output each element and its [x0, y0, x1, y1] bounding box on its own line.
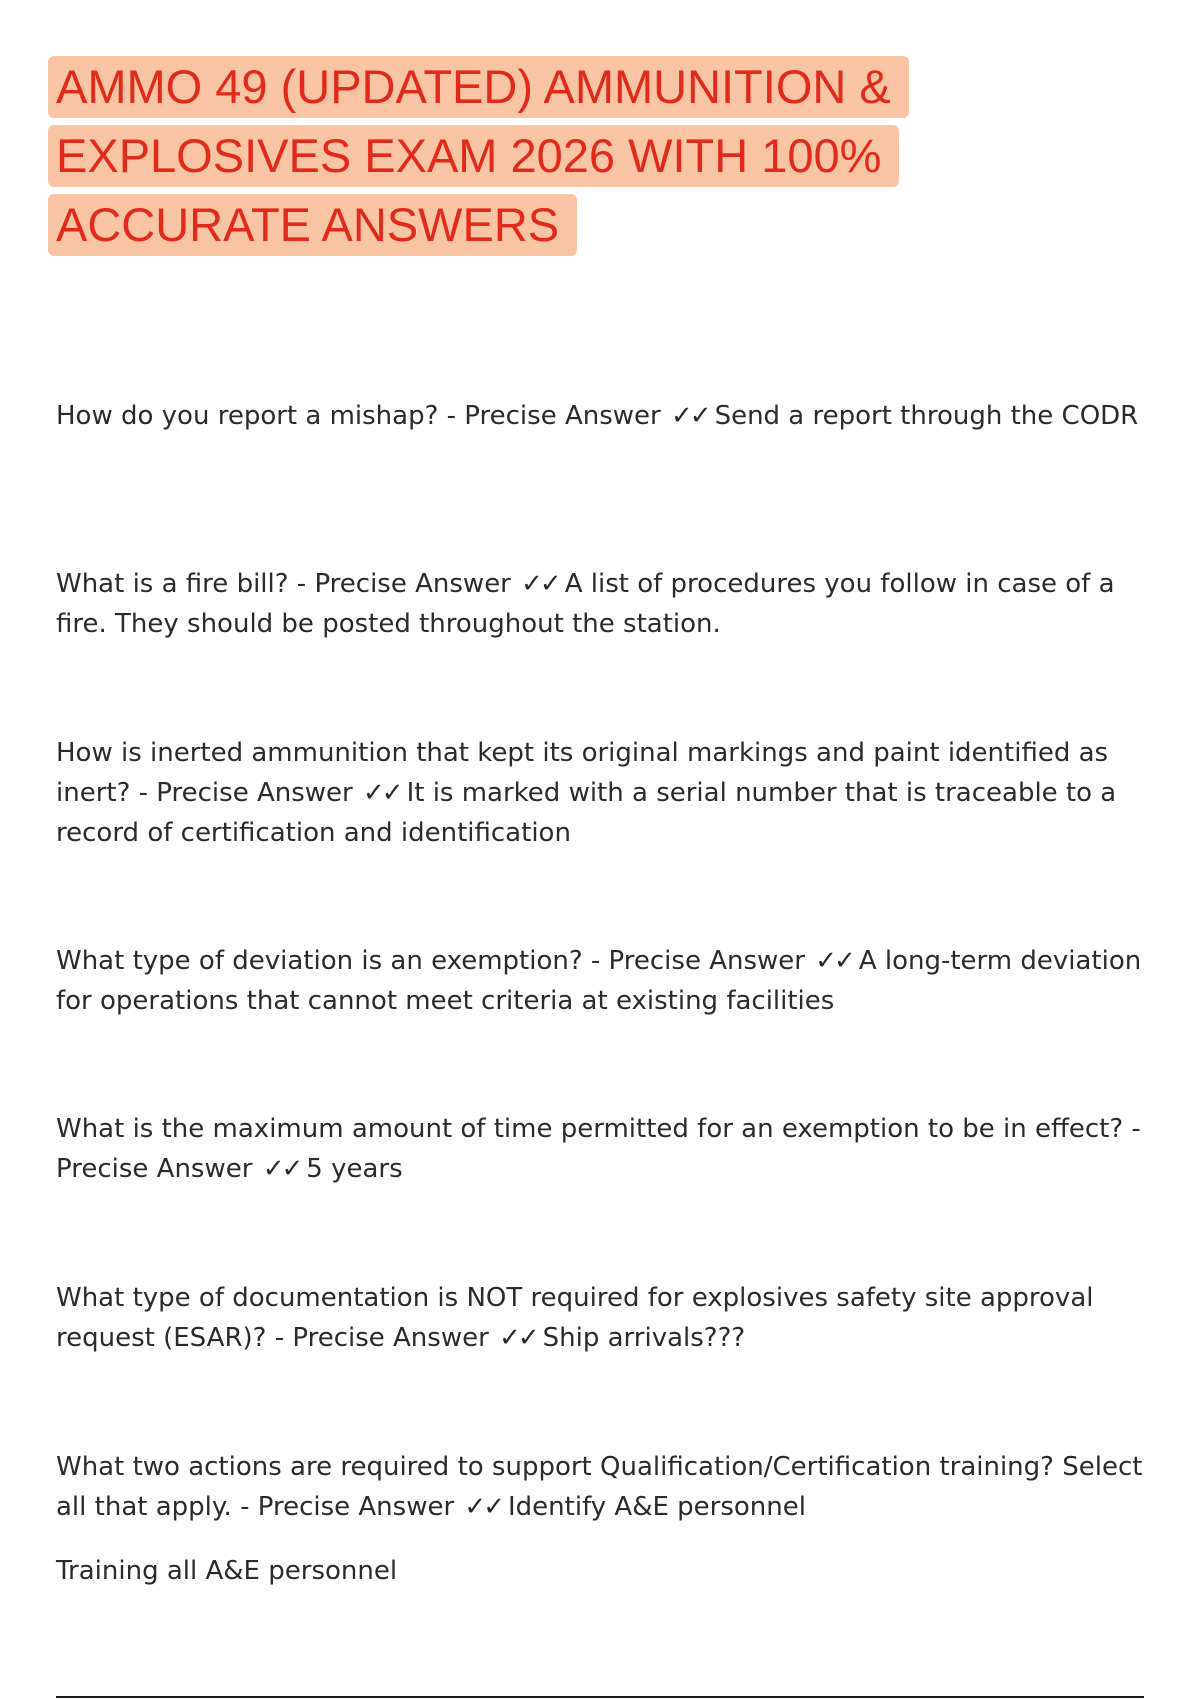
double-check-icon: ✓✓: [521, 569, 559, 599]
answer-text: Identify A&E personnel: [508, 1492, 806, 1522]
answer-text: It is marked with a serial number that is traceable to a record of certification and identification: [56, 778, 1117, 848]
double-check-icon: ✓✓: [670, 401, 709, 431]
qa-item: [56, 941, 1146, 1021]
question-text: What type of deviation is an exemption? - Precise Answer: [56, 946, 805, 976]
qa-item: [56, 1278, 1146, 1358]
answer-text: 5 years: [306, 1154, 403, 1184]
question-text: How is inerted ammunition that kept its original markings and paint identified as inert? - Precise Answer: [56, 738, 1109, 808]
double-check-icon: ✓✓: [464, 1492, 502, 1522]
question-text: What is a fire bill? - Precise Answer: [56, 569, 511, 599]
double-check-icon: ✓✓: [262, 1154, 301, 1184]
answer-text: Send a report through the CODR: [714, 401, 1139, 431]
question-text: What two actions are required to support Qualification/Certification training? Select all that apply. - Precise Answer: [56, 1452, 1143, 1522]
answer-text: Ship arrivals???: [542, 1323, 746, 1353]
title-line-1: AMMO 49 (UPDATED) AMMUNITION &: [48, 56, 909, 118]
page-divider: [56, 1696, 1144, 1698]
qa-item: [56, 733, 1146, 853]
answer-text: A long-term deviation for operations that cannot meet criteria at existing facilities: [56, 946, 1142, 1016]
qa-item: [56, 1447, 1146, 1527]
double-check-icon: ✓✓: [362, 778, 401, 808]
title-line-2: EXPLOSIVES EXAM 2026 WITH 100%: [48, 125, 899, 187]
question-text: What is the maximum amount of time permitted for an exemption to be in effect? - Precise Answer: [56, 1114, 1141, 1184]
answer-text: A list of procedures you follow in case of a fire. They should be posted throughout the station.: [56, 569, 1115, 639]
extra-answer-text: Training all A&E personnel: [56, 1556, 398, 1586]
qa-item: [56, 1109, 1146, 1189]
title-line-3: ACCURATE ANSWERS: [48, 194, 577, 256]
double-check-icon: ✓✓: [499, 1323, 537, 1353]
qa-item: [56, 396, 1138, 436]
page-title: [48, 56, 1048, 263]
question-text: What type of documentation is NOT required for explosives safety site approval request (ESAR)? - Precise Answer: [56, 1283, 1094, 1353]
double-check-icon: ✓✓: [815, 946, 853, 976]
qa-item: [56, 564, 1146, 644]
question-text: How do you report a mishap? - Precise Answer: [56, 401, 661, 431]
